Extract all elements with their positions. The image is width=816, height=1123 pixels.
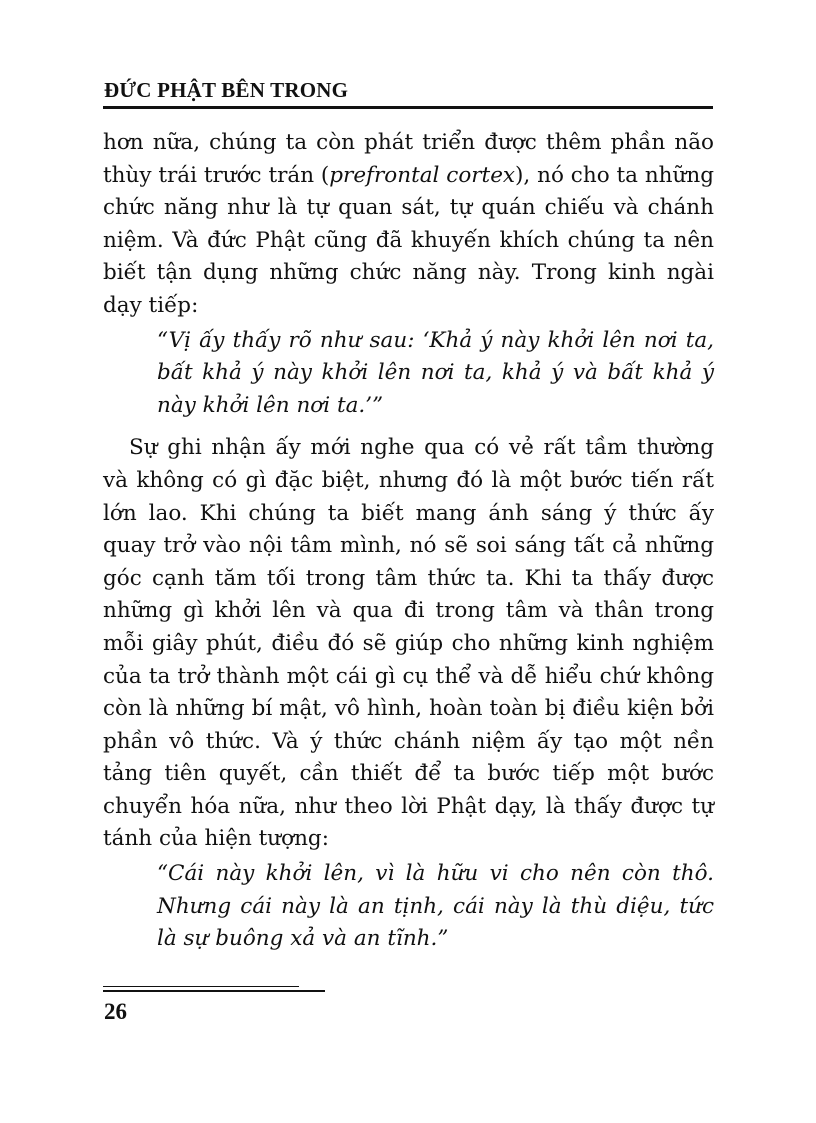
footer-rule xyxy=(103,990,325,992)
paragraph-text: hơn nữa, chúng ta còn phát triển được thêm phần não thùy trái trước trán ( xyxy=(103,130,714,188)
paragraph-text: ), nó cho ta những chức năng như là tự quan sát, tự quán chiếu và chánh niệm. Và đức Phật cũng đã khuyến khích chúng ta nên biết tận dụng những chức năng này. Trong kinh ngài dạy tiếp: xyxy=(103,162,714,318)
footer-rule xyxy=(103,986,299,987)
page-number: 26 xyxy=(104,999,127,1024)
header-rule xyxy=(103,106,713,109)
paragraph-continuation xyxy=(103,127,714,323)
block-quote: “Vị ấy thấy rõ như sau: ‘Khả ý này khởi lên nơi ta, bất khả ý này khởi lên nơi ta, khả ý và bất khả ý này khởi lên nơi ta.’” xyxy=(157,327,714,418)
running-header: ĐỨC PHẬT BÊN TRONG xyxy=(104,78,349,102)
block-quote: “Cái này khởi lên, vì là hữu vi cho nên còn thô. Nhưng cái này là an tịnh, cái này là thù diệu, tức là sự buông xả và an tĩnh.” xyxy=(157,861,714,952)
italic-term: prefrontal cortex xyxy=(329,162,516,188)
paragraph: Sự ghi nhận ấy mới nghe qua có vẻ rất tầm thường và không có gì đặc biệt, nhưng đó là một bước tiến rất lớn lao. Khi chúng ta biết mang ánh sáng ý thức ấy quay trở vào nội tâm mình, nó sẽ soi sáng tất cả những góc cạnh tăm tối trong tâm thức ta. Khi ta thấy được những gì khởi lên và qua đi trong tâm và thân trong mỗi giây phút, điều đó sẽ giúp cho những kinh nghiệm của ta trở thành một cái gì cụ thể và dễ hiểu chứ không còn là những bí mật, vô hình, hoàn toàn bị điều kiện bởi phần vô thức. Và ý thức chánh niệm ấy tạo một nền tảng tiên quyết, cần thiết để ta bước tiếp một bước chuyển hóa nữa, như theo lời Phật dạy, là thấy được tự tánh của hiện tượng: xyxy=(103,435,714,852)
body-text xyxy=(103,127,714,956)
